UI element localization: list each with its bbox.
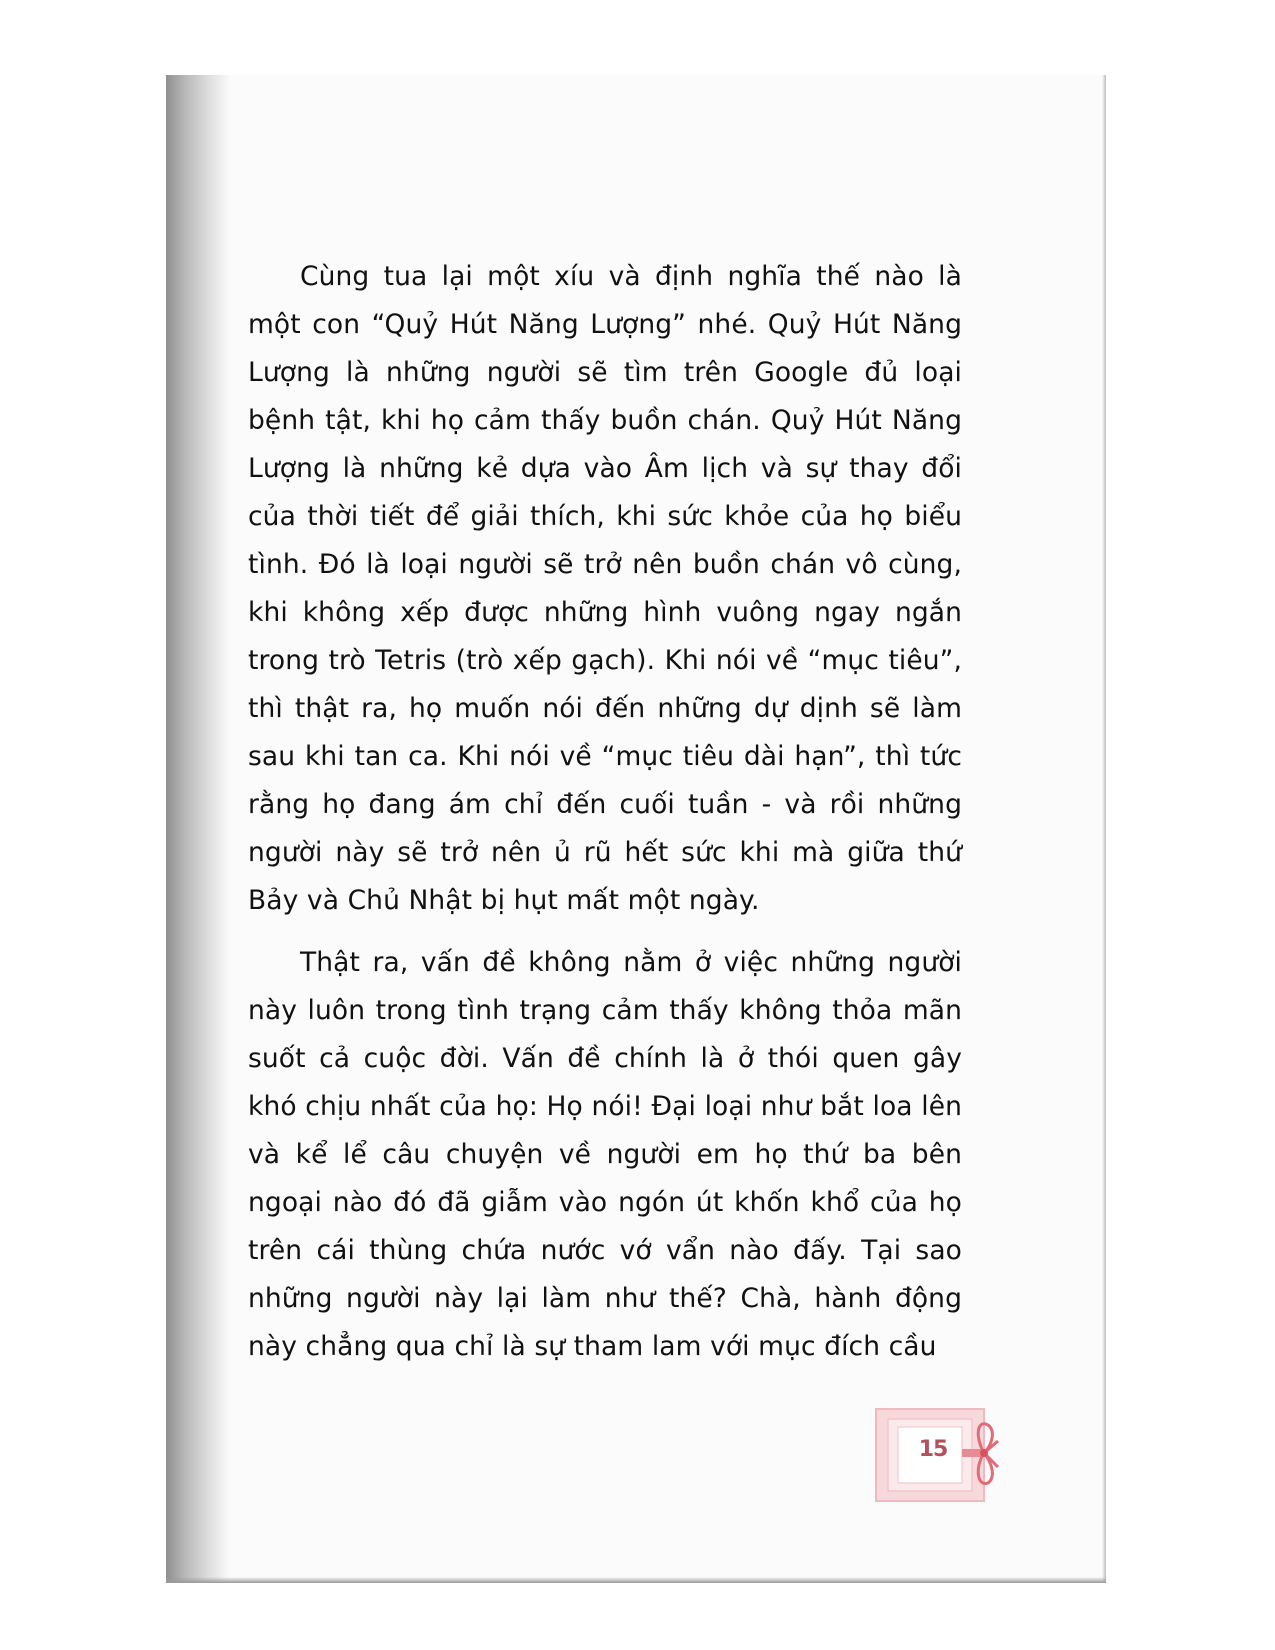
spine-shadow [166,75,230,1583]
book-page [166,75,1106,1583]
page-number-badge [874,1405,1000,1505]
paragraph-1: Cùng tua lại một xíu và định nghĩa thế nào là một con “Quỷ Hút Năng Lượng” nhé. Quỷ Hút Năng Lượng là những người sẽ tìm trên Google đủ loại bệnh tật, khi họ cảm thấy buồn chán. Quỷ Hút Năng Lượng là những kẻ dựa vào Âm lịch và sự thay đổi của thời tiết để giải thích, khi sức khỏe của họ biểu tình. Đó là loại người sẽ trở nên buồn chán vô cùng, khi không xếp được những hình vuông ngay ngắn trong trò Tetris (trò xếp gạch). Khi nói về “mục tiêu”, thì thật ra, họ muốn nói đến những dự dịnh sẽ làm sau khi tan ca. Khi nói về “mục tiêu dài hạn”, thì tức rằng họ đang ám chỉ đến cuối tuần - và rồi những người này sẽ trở nên ủ rũ hết sức khi mà giữa thứ Bảy và Chủ Nhật bị hụt mất một ngày. [248,261,962,916]
paragraph-2: Thật ra, vấn đề không nằm ở việc những người này luôn trong tình trạng cảm thấy không thỏa mãn suốt cả cuộc đời. Vấn đề chính là ở thói quen gây khó chịu nhất của họ: Họ nói! Đại loại như bắt loa lên và kể lể câu chuyện về người em họ thứ ba bên ngoại nào đó đã giẫm vào ngón út khốn khổ của họ trên cái thùng chứa nước vớ vẩn nào đấy. Tại sao những người này lại làm như thế? Chà, hành động này chẳng qua chỉ là sự tham lam với mục đích cầu [248,947,962,1362]
page-number: 15 [918,1437,948,1462]
body-text [248,253,962,1371]
page-edge-bottom [166,1577,1106,1583]
page-edge-right [1102,75,1106,1583]
